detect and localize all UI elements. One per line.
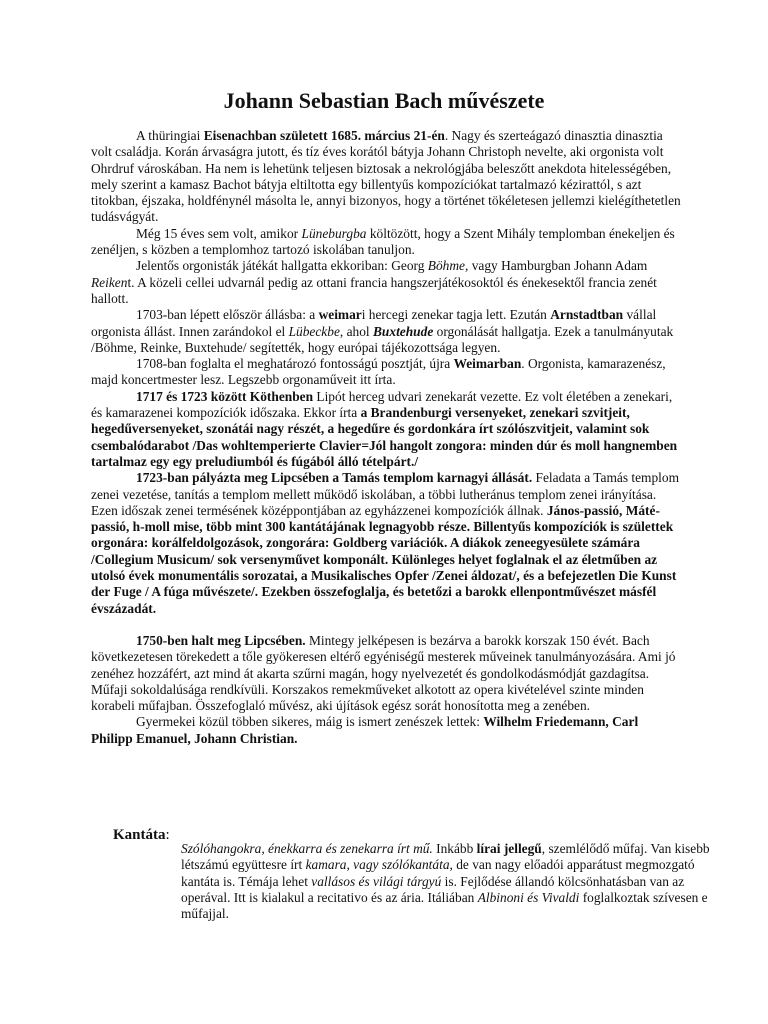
- text: is. Fejlődése állandó kölcsönhatásban van az operával. Itt is kialakul a recitativo és az ária. Itáliában: [181, 873, 685, 905]
- bold-text: 1750-ben halt meg Lipcsében.: [136, 632, 306, 648]
- paragraph-kantata: [181, 841, 727, 922]
- paragraph-organists: [91, 258, 681, 307]
- text: Lipót herceg udvari zenekarát vezette. Ez volt életében a zenekari, és kamarazenei kompozíciók időszaka. Ekkor írta: [91, 388, 673, 421]
- paragraph-1708: [91, 356, 681, 389]
- italic-text: vallásos és világi tárgyú: [311, 873, 442, 889]
- document-body: [91, 128, 681, 747]
- kantata-section: [181, 841, 727, 922]
- paragraph-birth: [91, 128, 681, 226]
- text: költözött, hogy a Szent Mihály templomban énekeljen és zenéljen, s közben a templomhoz tartozó iskolában tanuljon.: [91, 225, 675, 258]
- text: 1708-ban foglalta el meghatározó fontosságú posztját, újra: [136, 356, 454, 372]
- text: . Nagy és szerteágazó dinasztia dinasztia volt családja. Korán árvaságra jutott, és tíz éves korától bátyja Johann Christoph nevelte, aki orgonista volt Ohrdruf városkában. Ha nem is lehetünk teljesen biztosak a nekrológjába beleszőtt anekdota hitelességében, mely szerint a kamasz Bachot bátyja eltiltotta egy billentyűs kompozíciókat tartalmazó kézirattól, s azt titokban, éjszaka, holdfénynél másolta le, annyi bizonyos, hogy a történet tökéletesen jellemzi kielégíthetetlen tudásvágyát.: [91, 128, 681, 225]
- paragraph-death: [91, 633, 681, 714]
- bold-text: weimar: [318, 307, 362, 323]
- text: Gyermekei közül többen sikeres, máig is ismert zenészek lettek:: [136, 714, 484, 730]
- bold-text: 1723-ban pályázta meg Lipcsében a Tamás templom karnagyi állását.: [136, 470, 533, 486]
- text: vagy Hamburgban Johann Adam: [468, 258, 648, 274]
- italic-text: Reiken: [91, 274, 128, 290]
- paragraph-gap: [91, 617, 681, 633]
- text: vállal orgonista állást. Innen zarándokol el: [91, 307, 657, 339]
- text: Még 15 éves sem volt, amikor: [136, 225, 302, 241]
- bold-text: Arnstadtban: [550, 307, 624, 323]
- italic-text: Lübeckbe: [288, 323, 340, 339]
- text: t. A közeli cellei udvarnál pedig az ottani francia hangszerjátékosoktól és énekesektől francia zenét hallott.: [91, 274, 657, 306]
- text: foglalkoztak szívesen e műfajjal.: [181, 889, 708, 922]
- text: Feladata a Tamás templom zenei vezetése, tanítás a templom mellett működő iskolában, a többi lutheránus templom zenei irányítása. Ezen időszak zenei termésének középpontjában az egyházzenei kompozíciók állnak.: [91, 470, 679, 518]
- italic-text: Lüneburgba: [301, 225, 367, 241]
- bold-text: lírai jellegű: [476, 841, 542, 856]
- text: Inkább: [432, 841, 477, 856]
- paragraph-kothen: [91, 389, 681, 470]
- text: , ahol: [339, 323, 373, 339]
- bold-text: Eisenachban született 1685. március 21-én: [203, 128, 445, 143]
- text: . Orgonista, kamarazenész, majd koncertmester lesz. Legszebb orgonaműveit itt írta.: [91, 356, 666, 388]
- text: i hercegi zenekar tagja lett. Ezután: [361, 307, 551, 323]
- bold-text: János-passió, Máté-passió, h-moll mise, több mint 300 kantátájának legnagyobb része. Billentyűs kompozíciók is születtek orgonára: korálfeldolgozások, zongorára: Goldberg variációk. A diákok zeneegyesülete számára /Collegium Musicum/ sok versenyművet komponált. Különleges helyet foglalnak el az életműben az utolsó évek monumentális sorozatai, a Musikalisches Opfer /Zenei áldozat/, és a befejezetlen Die Kunst der Fuge / A fúga művészete/. Ezekben összefoglalja, és betetőzi a barokk ellenpontművészet másfél évszázadát.: [91, 502, 677, 616]
- italic-text: Albinoni és Vivaldi: [477, 889, 580, 905]
- bold-text: a Brandenburgi versenyeket, zenekari szvitjeit, hegedűversenyeket, szonátái nagy részét, a hegedűre és gordonkára írt szólószvitjeit, valamint sok csembalódarabot /Das wohltemperierte Clavier=Jól hangolt zongora: minden dúr és moll hangnemben tartalmaz egy egy preludiumból és fúgából álló tételpárt./: [91, 405, 678, 469]
- bold-text: Weimarban: [453, 356, 522, 372]
- heading-colon: :: [165, 827, 170, 843]
- italic-text: Szólóhangokra, énekkarra és zenekarra írt mű.: [181, 841, 433, 856]
- heading-text: Kantáta: [113, 827, 166, 843]
- text: orgonálását hallgatja. Ezek a tanulmányutak /Böhme, Reinke, Buxtehude/ segítették, hogy európai tájékozottsága legyen.: [91, 323, 674, 355]
- paragraph-leipzig: [91, 470, 681, 617]
- bold-italic-text: Buxtehude: [373, 323, 434, 339]
- bold-text: 1717 és 1723 között Köthenben: [136, 388, 314, 404]
- text: A thüringiai: [136, 128, 204, 143]
- paragraph-children: [91, 714, 681, 747]
- text: , szemlélődő műfaj. Van kisebb létszámú együttesre írt: [181, 841, 710, 873]
- page-title: Johann Sebastian Bach művészete: [223, 88, 545, 113]
- section-heading-kantata: [113, 826, 170, 844]
- text: , de van nagy előadói apparátust megmozgató kantáta is. Témája lehet: [181, 857, 695, 889]
- text: Mintegy jelképesen is bezárva a barokk korszak 150 évét. Bach következetesen törekedett a tőle gyökeresen eltérő egyéniségű mesterek műveinek tanulmányozására. Ami jó zenéhez hozzáfért, azt mind át akarta szűrni magán, hogy nyelvezetét és gondolkodásmódját gazdagítsa. Műfaji sokoldalúsága rendkívüli. Korszakos remekműveket alkotott az opera kivételével szinte minden korabeli műfajban. Összefoglaló művész, aki újítások egész sorát honosította meg a zenében.: [91, 632, 676, 714]
- paragraph-1703: [91, 307, 681, 356]
- paragraph-luneburg: [91, 226, 681, 259]
- italic-text: Böhme,: [427, 258, 469, 274]
- text: Jelentős orgonisták játékát hallgatta ekkoriban: Georg: [136, 258, 428, 274]
- text: 1703-ban lépett először állásba: a: [136, 307, 319, 323]
- italic-text: kamara, vagy szólókantáta: [305, 857, 450, 873]
- bold-text: Wilhelm Friedemann, Carl Philipp Emanuel, Johann Christian.: [91, 714, 639, 746]
